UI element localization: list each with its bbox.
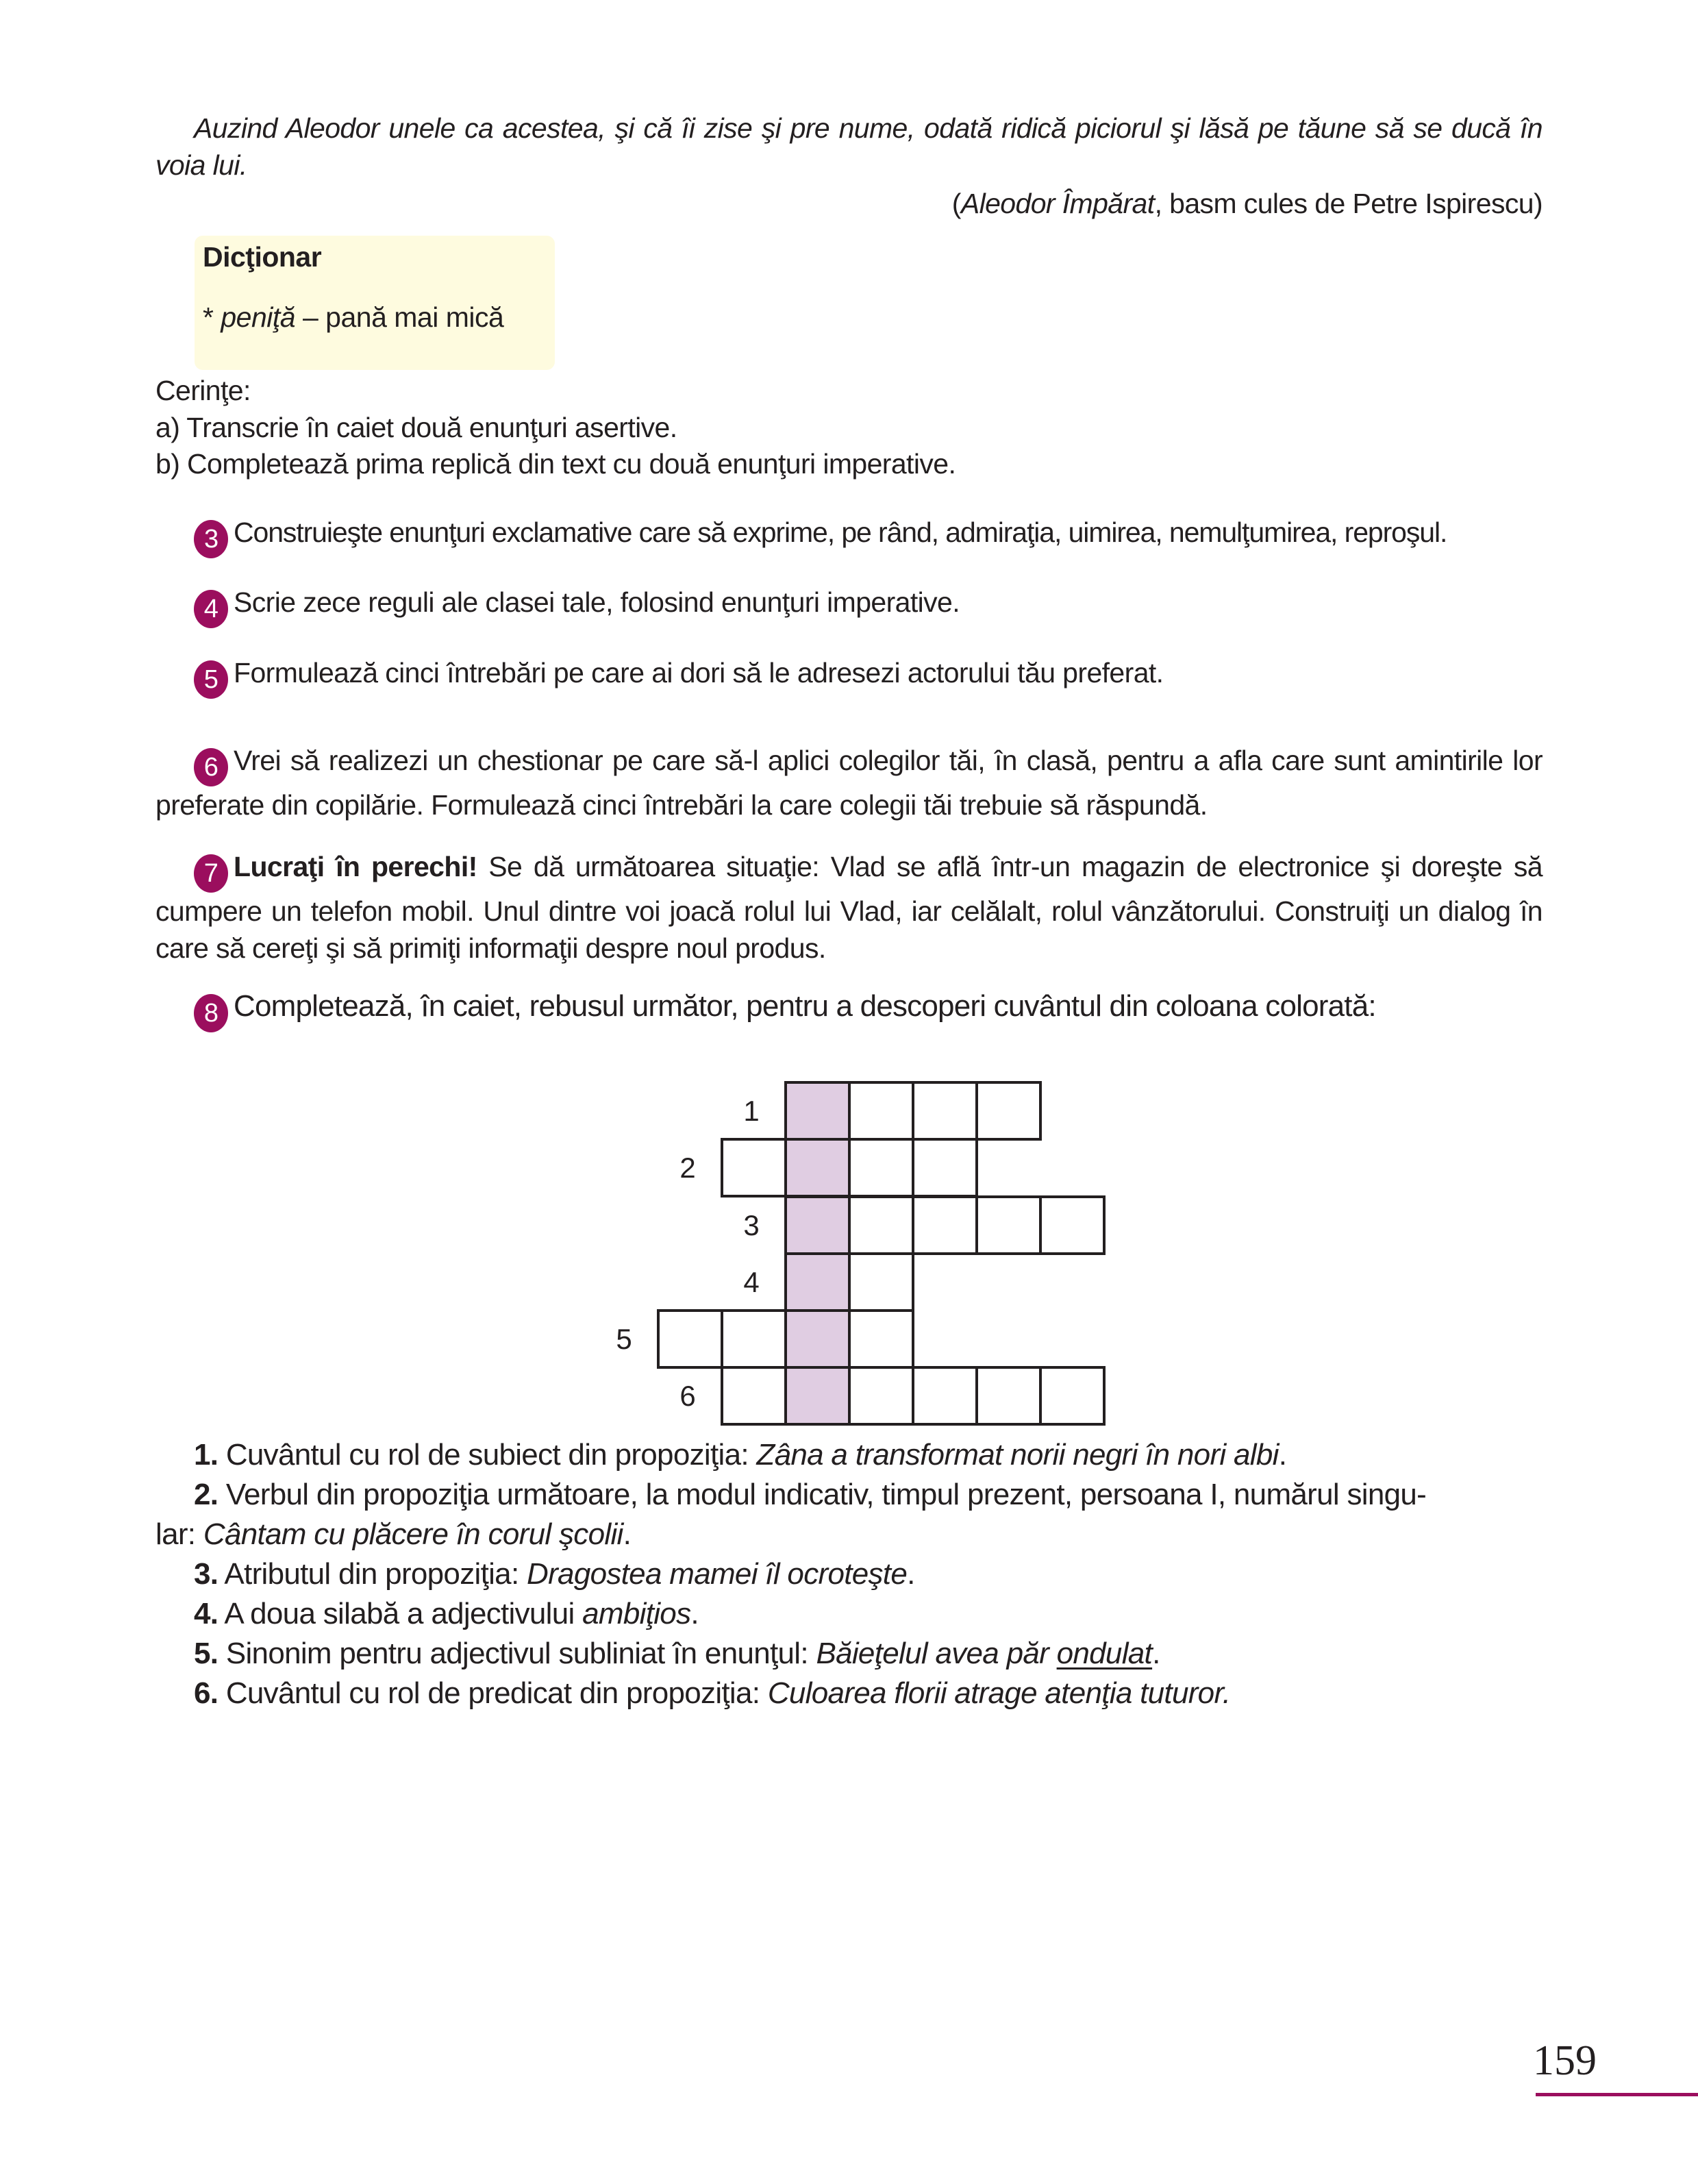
clue-text: lar:: [155, 1517, 203, 1551]
crossword-key-cell: [784, 1309, 851, 1369]
clue-text: Cuvântul cu rol de subiect din propoziţia:: [218, 1438, 757, 1472]
crossword-cell: [721, 1366, 787, 1426]
dictionary-definition: – pană mai mică: [295, 301, 504, 333]
clue-number: 1.: [194, 1438, 219, 1472]
crossword-row-number: 4: [743, 1266, 760, 1298]
crossword-key-cell: [784, 1138, 851, 1198]
crossword-cell: [721, 1138, 787, 1198]
exercise-number-badge: 7: [194, 854, 228, 893]
crossword-cell: [848, 1138, 914, 1198]
crossword-key-cell: [784, 1252, 851, 1312]
clue-example: Dragostea mamei îl ocroteşte: [527, 1557, 908, 1591]
crossword-key-cell: [784, 1195, 851, 1255]
clue-number: 3.: [194, 1557, 219, 1591]
crossword-cell: [975, 1366, 1042, 1426]
clue-3: [194, 1554, 1543, 1594]
exercise-3: [155, 514, 1543, 558]
excerpt-paragraph: Auzind Aleodor unele ca acestea, şi că îi zise şi pre nume, odată ridică piciorul şi lăsă pe tăune să se ducă în voia lui.: [155, 112, 1543, 181]
clue-text: Sinonim pentru adjectivul subliniat în enunţul:: [218, 1637, 816, 1670]
clue-end: .: [690, 1597, 699, 1630]
requirements-heading: Cerinţe:: [155, 375, 251, 406]
clue-end: .: [623, 1517, 632, 1551]
crossword-cell: [848, 1081, 914, 1141]
exercise-6: [155, 742, 1543, 823]
exercise-8-text: Completează, în caiet, rebusul următor, pentru a descoperi cuvântul din coloana colorată:: [234, 989, 1376, 1023]
crossword-row-number: 5: [616, 1323, 632, 1355]
clue-text: Verbul din propoziţia următoare, la modul indicativ, timpul prezent, persoana I, numărul singu-: [218, 1478, 1427, 1511]
clue-text: Atributul din propoziţia:: [218, 1557, 527, 1591]
exercise-4-text: Scrie zece reguli ale clasei tale, folosind enunţuri imperative.: [234, 586, 960, 618]
crossword-cell: [1039, 1366, 1106, 1426]
clue-example: Culoarea florii atrage atenţia tuturor.: [767, 1676, 1231, 1710]
clue-underlined-word: ondulat: [1056, 1637, 1153, 1670]
clue-number: 4.: [194, 1597, 219, 1630]
crossword-key-cell: [784, 1366, 851, 1426]
clue-end: .: [1278, 1438, 1287, 1472]
exercise-6-text: Vrei să realizezi un chestionar pe care să-l aplici colegilor tăi, în clasă, pentru a afla care sunt amintirile lor preferate din copilărie. Formulează cinci întrebări la care colegii tăi trebuie să răspundă.: [155, 745, 1543, 821]
crossword-cell: [657, 1309, 723, 1369]
page-number: 159: [1533, 2037, 1597, 2084]
source-paren: (: [951, 188, 961, 219]
exercise-number-badge: 8: [194, 994, 228, 1032]
crossword-cell: [1039, 1195, 1106, 1255]
exercise-number-badge: 6: [194, 748, 228, 786]
footnote-asterisk: *: [203, 301, 214, 333]
crossword-cell: [912, 1138, 978, 1198]
clue-1: [194, 1435, 1543, 1475]
clue-example: Cântam cu plăcere în corul şcolii: [203, 1517, 623, 1551]
crossword-cell: [848, 1366, 914, 1426]
exercise-5: [155, 654, 1543, 699]
exercise-number-badge: 3: [194, 520, 228, 558]
crossword-cell: [975, 1195, 1042, 1255]
dictionary-term: peniţă: [221, 301, 296, 333]
clue-4: [194, 1594, 1543, 1634]
crossword-cell: [848, 1195, 914, 1255]
clue-2-continued: [155, 1515, 1543, 1554]
dictionary-title: Dicţionar: [203, 241, 322, 273]
crossword-cell: [912, 1366, 978, 1426]
clue-text: A doua silabă a adjectivului: [218, 1597, 583, 1630]
crossword-key-cell: [784, 1081, 851, 1141]
crossword-cell: [848, 1252, 914, 1312]
requirement-b: b) Completează prima replică din text cu două enunţuri imperative.: [155, 448, 956, 480]
clue-6: [194, 1674, 1543, 1713]
exercise-5-text: Formulează cinci întrebări pe care ai dori să le adresezi actorului tău preferat.: [234, 657, 1164, 688]
clue-number: 2.: [194, 1478, 219, 1511]
exercise-8: [155, 988, 1543, 1032]
crossword-row-number: 2: [679, 1152, 696, 1184]
exercise-3-text: Construieşte enunţuri exclamative care să exprime, pe rând, admiraţia, uimirea, nemulţumirea, reproşul.: [234, 517, 1447, 548]
clue-end: .: [907, 1557, 915, 1591]
clue-example: Zâna a transformat norii negri în nori albi: [756, 1438, 1279, 1472]
exercise-7-lead: Lucraţi în perechi!: [234, 851, 477, 882]
crossword-cell: [912, 1081, 978, 1141]
dictionary-box: [195, 236, 555, 370]
exercise-4: [155, 584, 1543, 628]
requirement-a: a) Transcrie în caiet două enunţuri asertive.: [155, 412, 677, 443]
crossword-cell: [975, 1081, 1042, 1141]
clue-end: .: [1152, 1637, 1160, 1670]
clue-example: ambiţios: [582, 1597, 691, 1630]
exercise-number-badge: 4: [194, 590, 228, 628]
clue-5: [194, 1634, 1543, 1674]
source-rest: , basm cules de Petre Ispirescu): [1154, 188, 1543, 219]
source-title: Aleodor Împărat: [960, 188, 1155, 219]
clue-number: 6.: [194, 1676, 219, 1710]
crossword-cell: [848, 1309, 914, 1369]
exercise-number-badge: 5: [194, 660, 228, 699]
crossword-row-number: 1: [743, 1095, 760, 1127]
clue-number: 5.: [194, 1637, 219, 1670]
crossword-cell: [912, 1195, 978, 1255]
exercise-7-text: Se dă următoarea situaţie: Vlad se află într-un magazin de electronice şi doreşte să cumpere un telefon mobil. Unul dintre voi joacă rolul lui Vlad, iar celălalt, rolul vânzătorului. Construiţi un dialog în care să cereţi şi să primiţi informaţii despre noul produs.: [155, 851, 1543, 964]
clue-example: Băieţelul avea păr: [816, 1637, 1057, 1670]
crossword-row-number: 3: [743, 1209, 760, 1241]
exercise-7: [155, 848, 1543, 967]
clue-text: Cuvântul cu rol de predicat din propoziţia:: [218, 1676, 768, 1710]
dictionary-entry: [203, 299, 503, 336]
page-number-rule: [1536, 2093, 1698, 2096]
crossword-cell: [721, 1309, 787, 1369]
crossword-row-number: 6: [679, 1380, 696, 1412]
clue-2: [194, 1475, 1543, 1515]
excerpt-source: [952, 185, 1543, 222]
